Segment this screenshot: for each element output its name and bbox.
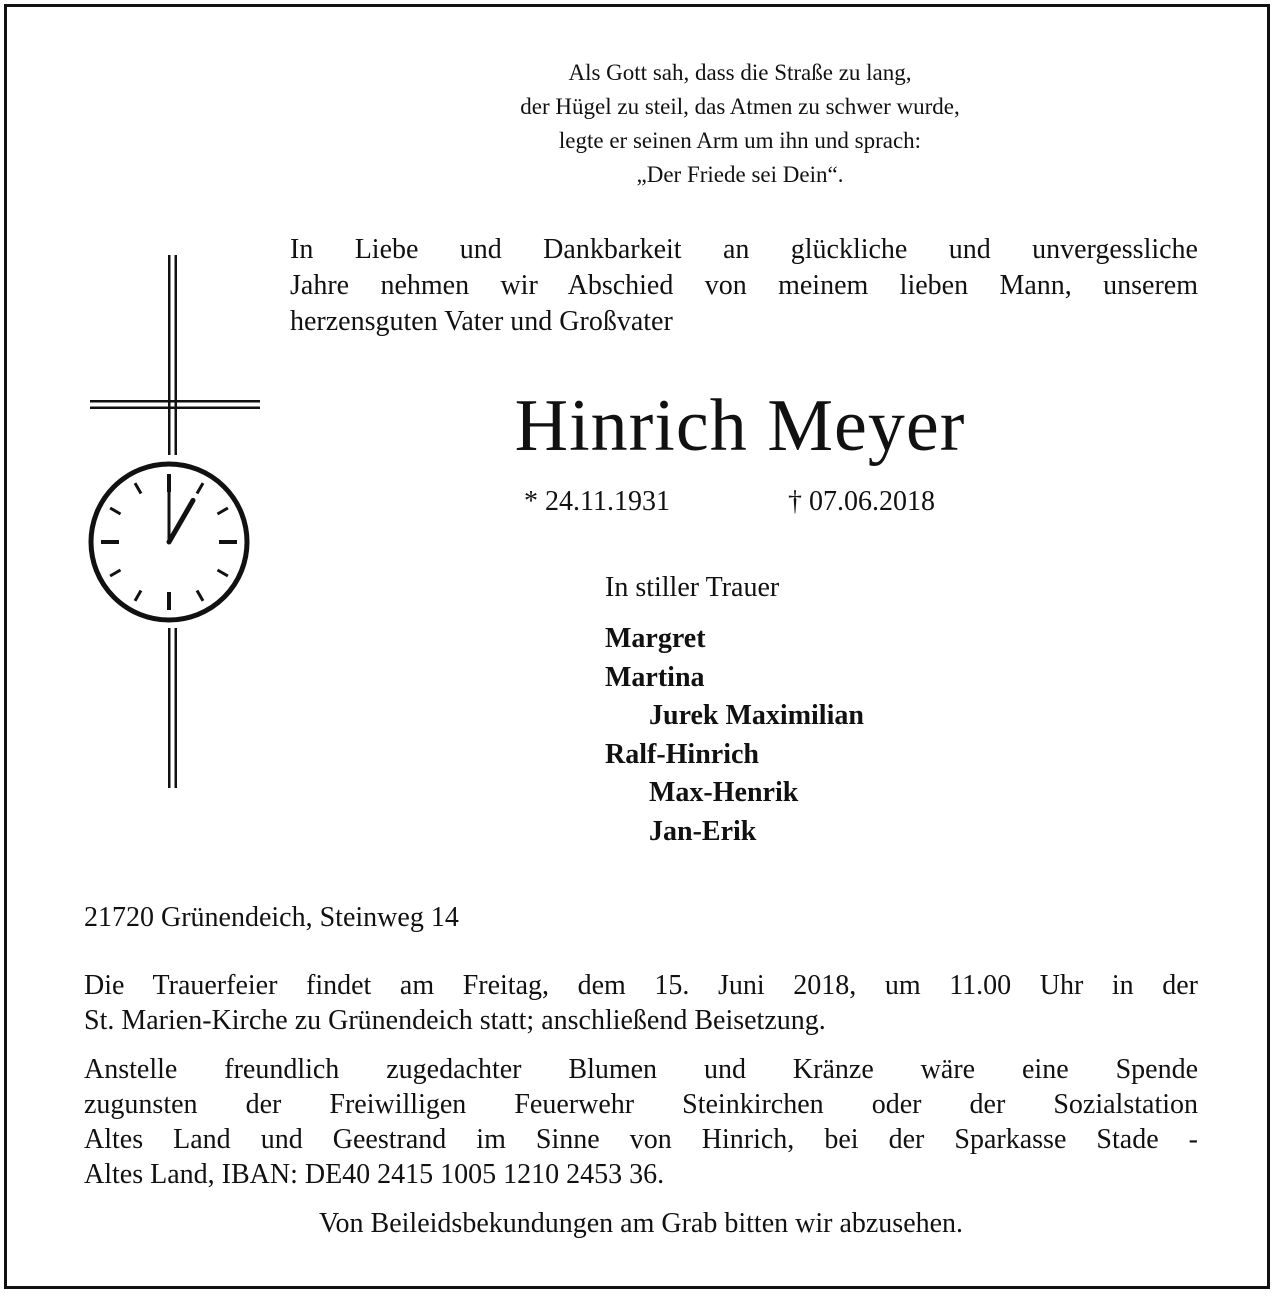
- poem-line: Als Gott sah, dass die Straße zu lang,: [568, 60, 912, 85]
- funeral-line: Die Trauerfeier findet am Freitag, dem 15. Juni 2018, um 11.00 Uhr in der: [84, 970, 1198, 1001]
- mourning-heading: In stiller Trauer: [605, 572, 780, 603]
- mourner-name: Margret: [605, 623, 706, 654]
- donation-line: Anstelle freundlich zugedachter Blumen und Kränze wäre eine Spende: [84, 1054, 1198, 1085]
- funeral-paragraph: [84, 968, 1198, 1038]
- donation-line: Altes Land, IBAN: DE40 2415 1005 1210 2453 36.: [84, 1159, 665, 1190]
- donation-line: zugunsten der Freiwilligen Feuerwehr Steinkirchen oder der Sozialstation: [84, 1089, 1198, 1120]
- closing-note: Von Beileidsbekundungen am Grab bitten wir abzusehen.: [318, 1208, 964, 1239]
- mourner-list: [605, 620, 864, 851]
- mourner-name: Jan-Erik: [649, 815, 757, 847]
- poem: [290, 56, 1190, 192]
- funeral-line: St. Marien-Kirche zu Grünendeich statt; anschließend Beisetzung.: [84, 1005, 826, 1036]
- death-date: † 07.06.2018: [788, 486, 935, 517]
- mourner-name: Jurek Maximilian: [649, 700, 864, 731]
- mourner-name: Martina: [605, 661, 705, 693]
- intro-line: Jahre nehmen wir Abschied von meinem lieben Mann, unserem: [290, 270, 1198, 301]
- donation-paragraph: [84, 1052, 1198, 1192]
- deceased-name: Hinrich Meyer: [514, 385, 966, 467]
- mourner-name: Max-Henrik: [649, 777, 799, 808]
- address: 21720 Grünendeich, Steinweg 14: [84, 902, 459, 933]
- poem-line: der Hügel zu steil, das Atmen zu schwer wurde,: [520, 94, 960, 119]
- cross-with-clock-svg: [80, 250, 270, 795]
- birth-date: * 24.11.1931: [524, 486, 670, 517]
- cross-with-clock-icon: [80, 250, 270, 795]
- poem-line: „Der Friede sei Dein“.: [636, 162, 844, 187]
- mourner-name: Ralf-Hinrich: [605, 738, 759, 770]
- intro-line: In Liebe und Dankbarkeit an glückliche und unvergessliche: [290, 234, 1198, 265]
- intro-text: [290, 232, 1198, 340]
- donation-line: Altes Land und Geestrand im Sinne von Hinrich, bei der Sparkasse Stade -: [84, 1124, 1198, 1155]
- intro-line: herzensguten Vater und Großvater: [290, 306, 673, 337]
- poem-line: legte er seinen Arm um ihn und sprach:: [558, 128, 922, 153]
